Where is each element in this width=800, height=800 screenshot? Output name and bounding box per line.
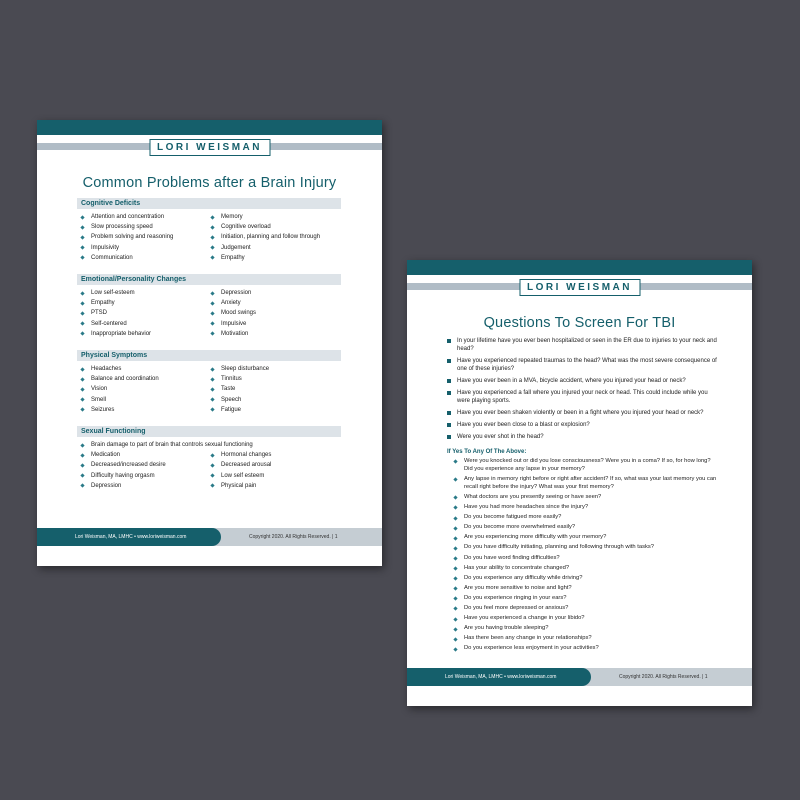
list-item: Low self-esteem — [77, 288, 207, 298]
logo: LORI WEISMAN — [519, 279, 640, 296]
list-item: Difficulty having orgasm — [77, 471, 207, 481]
followup-item: What doctors are you presently seeing or have seen? — [447, 494, 717, 502]
footer — [37, 528, 382, 546]
question-item: In your lifetime have you ever been hospitalized or seen in the ER due to injuries to your neck and head? — [447, 337, 717, 353]
followup-item: Are you experiencing more difficulty with your memory? — [447, 534, 717, 542]
followup-item: Do you have word finding difficulties? — [447, 555, 717, 563]
list-item: Headaches — [77, 364, 207, 374]
followup-item: Were you knocked out or did you lose consciousness? Were you in a coma? If so, for how long? Did you experience any lapse in your memory? — [447, 458, 717, 474]
section-header: Cognitive Deficits — [77, 198, 341, 209]
section-physical-symptoms — [77, 350, 341, 415]
followup-item: Has your ability to concentrate changed? — [447, 565, 717, 573]
list-item: Brain damage to part of brain that controls sexual functioning — [77, 440, 353, 450]
left-column — [77, 288, 207, 339]
list-item: Medication — [77, 450, 207, 460]
list-item: Taste — [207, 384, 337, 394]
list-item: PTSD — [77, 308, 207, 318]
list-item: Smell — [77, 395, 207, 405]
footer-copyright: Copyright 2020. All Rights Reserved. | 1 — [249, 534, 338, 540]
followup-item: Any lapse in memory right before or right after accident? If so, what was your last memory you can recall right before the injury? What was your first memory? — [447, 476, 717, 492]
list-item: Fatigue — [207, 405, 337, 415]
question-item: Were you ever shot in the head? — [447, 433, 717, 441]
question-item: Have you ever been close to a blast or explosion? — [447, 421, 717, 429]
page-title: Common Problems after a Brain Injury — [82, 175, 337, 191]
section-header: Sexual Functioning — [77, 426, 341, 437]
followup-item: Do you have difficulty initiating, planning and following through with tasks? — [447, 544, 717, 552]
list-item: Initiation, planning and follow through — [207, 232, 337, 242]
list-item: Memory — [207, 212, 337, 222]
footer-contact: Lori Weisman, MA, LMHC • www.loriweisman.com — [407, 668, 591, 686]
question-item: Have you ever been shaken violently or been in a fight where you injured your head or neck? — [447, 409, 717, 417]
list-item: Seizures — [77, 405, 207, 415]
followup-item: Has there been any change in your relationships? — [447, 635, 717, 643]
followup-item: Are you more sensitive to noise and light? — [447, 585, 717, 593]
section-header: Physical Symptoms — [77, 350, 341, 361]
list-item: Slow processing speed — [77, 222, 207, 232]
list-item: Balance and coordination — [77, 374, 207, 384]
list-item: Inappropriate behavior — [77, 329, 207, 339]
list-item: Hormonal changes — [207, 450, 337, 460]
list-item: Self-centered — [77, 319, 207, 329]
question-item: Have you experienced repeated traumas to the head? What was the most severe consequence of one of these injuries? — [447, 357, 717, 373]
list-item: Depression — [207, 288, 337, 298]
page-screening-questions — [407, 260, 752, 706]
question-item: Have you ever been in a MVA, bicycle accident, where you injured your head or neck? — [447, 377, 717, 385]
list-item: Impulsivity — [77, 243, 207, 253]
section-sexual-functioning — [77, 426, 341, 491]
list-item: Decreased arousal — [207, 460, 337, 470]
followup-item: Do you experience ringing in your ears? — [447, 595, 717, 603]
question-item: Have you experienced a fall where you injured your neck or head. This could include while you were playing sports. — [447, 389, 717, 405]
list-item: Speech — [207, 395, 337, 405]
list-item: Physical pain — [207, 481, 337, 491]
left-column — [77, 450, 207, 491]
question-list — [447, 337, 717, 656]
section-header: Emotional/Personality Changes — [77, 274, 341, 285]
sections — [77, 198, 341, 502]
followup-item: Do you become more overwhelmed easily? — [447, 524, 717, 532]
list-item: Tinnitus — [207, 374, 337, 384]
list-item: Decreased/increased desire — [77, 460, 207, 470]
list-item: Empathy — [77, 298, 207, 308]
followup-item: Are you having trouble sleeping? — [447, 625, 717, 633]
section-emotional-changes — [77, 274, 341, 339]
list-item: Problem solving and reasoning — [77, 232, 207, 242]
list-item: Judgement — [207, 243, 337, 253]
right-column — [207, 288, 337, 339]
followup-item: Have you had more headaches since the injury? — [447, 504, 717, 512]
followup-item: Have you experienced a change in your libido? — [447, 615, 717, 623]
list-item: Vision — [77, 384, 207, 394]
list-item: Mood swings — [207, 308, 337, 318]
section-cognitive-deficits — [77, 198, 341, 263]
list-item: Anxiety — [207, 298, 337, 308]
page-common-problems — [37, 120, 382, 566]
list-item: Empathy — [207, 253, 337, 263]
list-item: Motivation — [207, 329, 337, 339]
followup-item: Do you become fatigued more easily? — [447, 514, 717, 522]
footer-contact: Lori Weisman, MA, LMHC • www.loriweisman.com — [37, 528, 221, 546]
followup-header: If Yes To Any Of The Above: — [447, 449, 527, 455]
logo: LORI WEISMAN — [149, 139, 270, 156]
list-item: Cognitive overload — [207, 222, 337, 232]
followup-item: Do you experience any difficulty while driving? — [447, 575, 717, 583]
list-item: Attention and concentration — [77, 212, 207, 222]
followup-item: Do you experience less enjoyment in your activities? — [447, 645, 717, 653]
header-band — [37, 120, 382, 135]
right-column — [207, 212, 337, 263]
list-item: Sleep disturbance — [207, 364, 337, 374]
list-item: Impulsive — [207, 319, 337, 329]
right-column — [207, 364, 337, 415]
left-column — [77, 212, 207, 263]
followup-item: Do you feel more depressed or anxious? — [447, 605, 717, 613]
list-item: Low self esteem — [207, 471, 337, 481]
right-column — [207, 450, 337, 491]
page-title: Questions To Screen For TBI — [483, 315, 676, 331]
header-band — [407, 260, 752, 275]
footer-copyright: Copyright 2020. All Rights Reserved. | 1 — [619, 674, 708, 680]
list-item: Communication — [77, 253, 207, 263]
footer — [407, 668, 752, 686]
list-item: Depression — [77, 481, 207, 491]
left-column — [77, 364, 207, 415]
